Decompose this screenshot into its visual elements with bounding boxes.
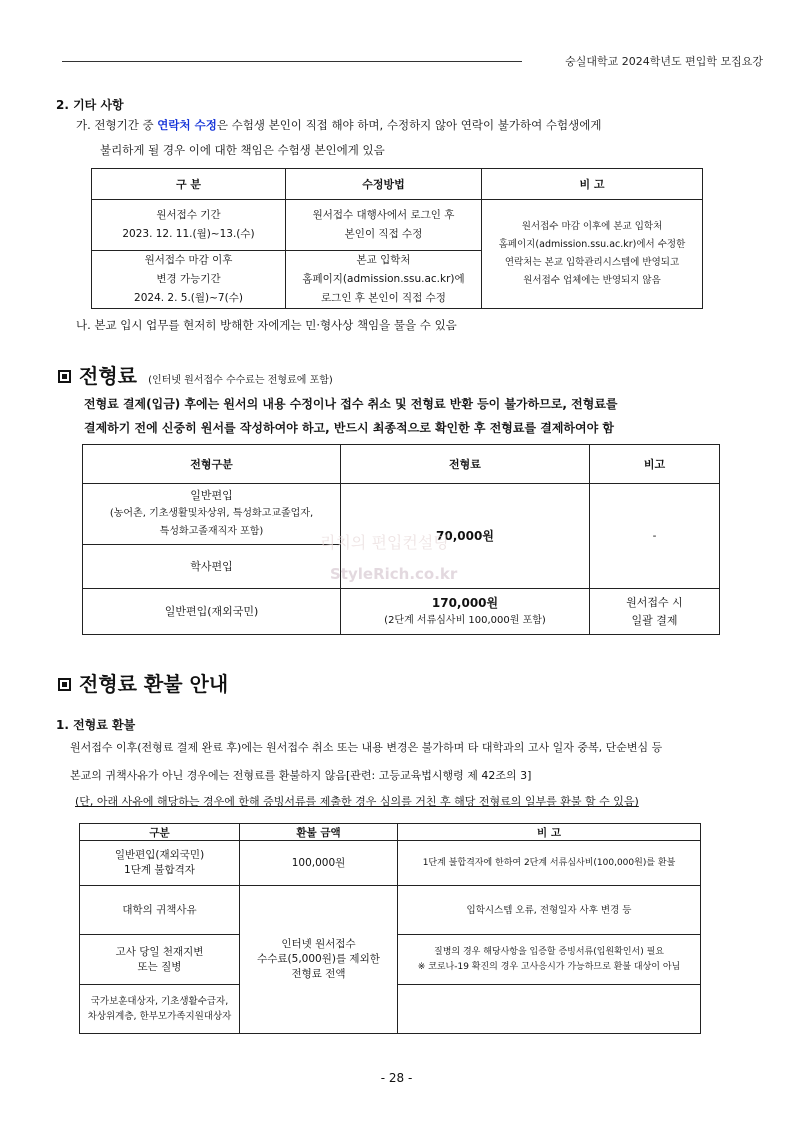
square-bullet-icon — [58, 678, 71, 691]
item-ga-line1: 가. 전형기간 중 연락처 수정은 수험생 본인이 직접 해야 하며, 수정하지 않아 연락이 불가하여 수험생에게 — [76, 118, 602, 132]
section-title-etc: 2. 기타 사항 — [56, 98, 124, 112]
cell-university-fault: 대학의 귀책사유 — [80, 886, 240, 935]
cell-refund-note4 — [398, 985, 701, 1034]
refund-para2: 본교의 귀책사유가 아닌 경우에는 전형료를 환불하지 않음[관련: 고등교육법시행령 제 42조의 3] — [70, 769, 532, 782]
cell-remark-batch: 원서접수 시 일괄 결제 — [590, 589, 720, 635]
page-number: - 28 - — [380, 1071, 413, 1085]
fee-notice-line1: 전형료 결제(입금) 후에는 원서의 내용 수정이나 접수 취소 및 전형료 반환 등이 불가하므로, 전형료를 — [84, 397, 618, 411]
th-fee: 전형료 — [341, 445, 590, 484]
cell-general-transfer: 일반편입 (농어촌, 기초생활및차상위, 특성화고교졸업자, 특성화고졸재직자 포함) — [83, 484, 341, 545]
cell-fee-70000: 70,000원 — [341, 484, 590, 589]
cell-fee-170000: 170,000원 (2단계 서류심사비 100,000원 포함) — [341, 589, 590, 635]
fee-section-heading: 전형료 (인터넷 원서접수 수수료는 전형료에 포함) — [58, 360, 333, 389]
item-na: 나. 본교 입시 업무를 현저히 방해한 자에게는 민·형사상 책임을 물을 수 있음 — [76, 318, 457, 332]
fee-notice-line2: 결제하기 전에 신중히 원서를 작성하여야 하고, 반드시 최종적으로 확인한 후 전형료를 결제하여야 함 — [84, 421, 614, 435]
cell-remark-dash: - — [590, 484, 720, 589]
cell-bachelor-transfer: 학사편입 — [83, 545, 341, 589]
th-type: 전형구분 — [83, 445, 341, 484]
cell-refund-full: 인터넷 원서접수 수수료(5,000원)를 제외한 전형료 전액 — [240, 886, 398, 1034]
contact-edit-table — [91, 168, 703, 309]
cell-welfare-targets: 국가보훈대상자, 기초생활수급자, 차상위계층, 한부모가족지원대상자 — [80, 985, 240, 1034]
cell-refund-100000: 100,000원 — [240, 841, 398, 886]
refund-section-heading: 전형료 환불 안내 — [58, 668, 228, 697]
th-refund-note: 비 고 — [398, 824, 701, 841]
refund-para3: (단, 아래 사유에 해당하는 경우에 한해 증빙서류를 제출한 경우 심의를 거친 후 해당 전형료의 일부를 환불 할 수 있음) — [75, 795, 639, 808]
cell-overseas-transfer: 일반편입(재외국민) — [83, 589, 341, 635]
cell-refund-note2: 입학시스템 오류, 전형일자 사후 변경 등 — [398, 886, 701, 935]
refund-subtitle: 1. 전형료 환불 — [56, 718, 136, 732]
th-refund-amount: 환불 금액 — [240, 824, 398, 841]
refund-para1: 원서접수 이후(전형료 결제 완료 후)에는 원서접수 취소 또는 내용 변경은 불가하며 타 대학과의 고사 일자 중복, 단순변심 등 — [70, 741, 663, 754]
refund-table — [79, 823, 701, 1034]
cell-note: 원서접수 마감 이후에 본교 입학처 홈페이지(admission.ssu.ac.kr)에서 수정한 연락처는 본교 입학관리시스템에 반영되고 원서접수 업체에는 반영되지 않음 — [482, 200, 703, 309]
cell-refund-note1: 1단계 불합격자에 한하여 2단계 서류심사비(100,000원)를 환불 — [398, 841, 701, 886]
th-category: 구 분 — [92, 169, 286, 200]
cell-refund-note3: 질병의 경우 해당사항을 입증할 증빙서류(입원확인서) 필요 ※ 코로나-19 확진의 경우 고사응시가 가능하므로 환불 대상이 아님 — [398, 935, 701, 985]
th-remark: 비고 — [590, 445, 720, 484]
watermark-url: StyleRich.co.kr — [330, 565, 458, 583]
cell-after-deadline: 원서접수 마감 이후 변경 가능기간 2024. 2. 5.(월)~7(수) — [92, 251, 286, 309]
watermark-text: 리치의 편입컨설팅 — [320, 533, 449, 552]
cell-apply-period: 원서접수 기간 2023. 12. 11.(월)~13.(수) — [92, 200, 286, 251]
cell-after-method: 본교 입학처 홈페이지(admission.ssu.ac.kr)에 로그인 후 본인이 직접 수정 — [286, 251, 482, 309]
th-refund-category: 구분 — [80, 824, 240, 841]
header-rule — [62, 61, 522, 62]
th-method: 수정방법 — [286, 169, 482, 200]
cell-apply-method: 원서접수 대행사에서 로그인 후 본인이 직접 수정 — [286, 200, 482, 251]
th-note: 비 고 — [482, 169, 703, 200]
cell-disaster-illness: 고사 당일 천재지변 또는 질병 — [80, 935, 240, 985]
item-ga-line2: 불리하게 될 경우 이에 대한 책임은 수험생 본인에게 있음 — [100, 143, 385, 157]
square-bullet-icon — [58, 370, 71, 383]
highlight-contact-edit: 연락처 수정 — [157, 118, 217, 132]
cell-overseas-fail: 일반편입(재외국민) 1단계 불합격자 — [80, 841, 240, 886]
header-title: 숭실대학교 2024학년도 편입학 모집요강 — [565, 55, 763, 68]
